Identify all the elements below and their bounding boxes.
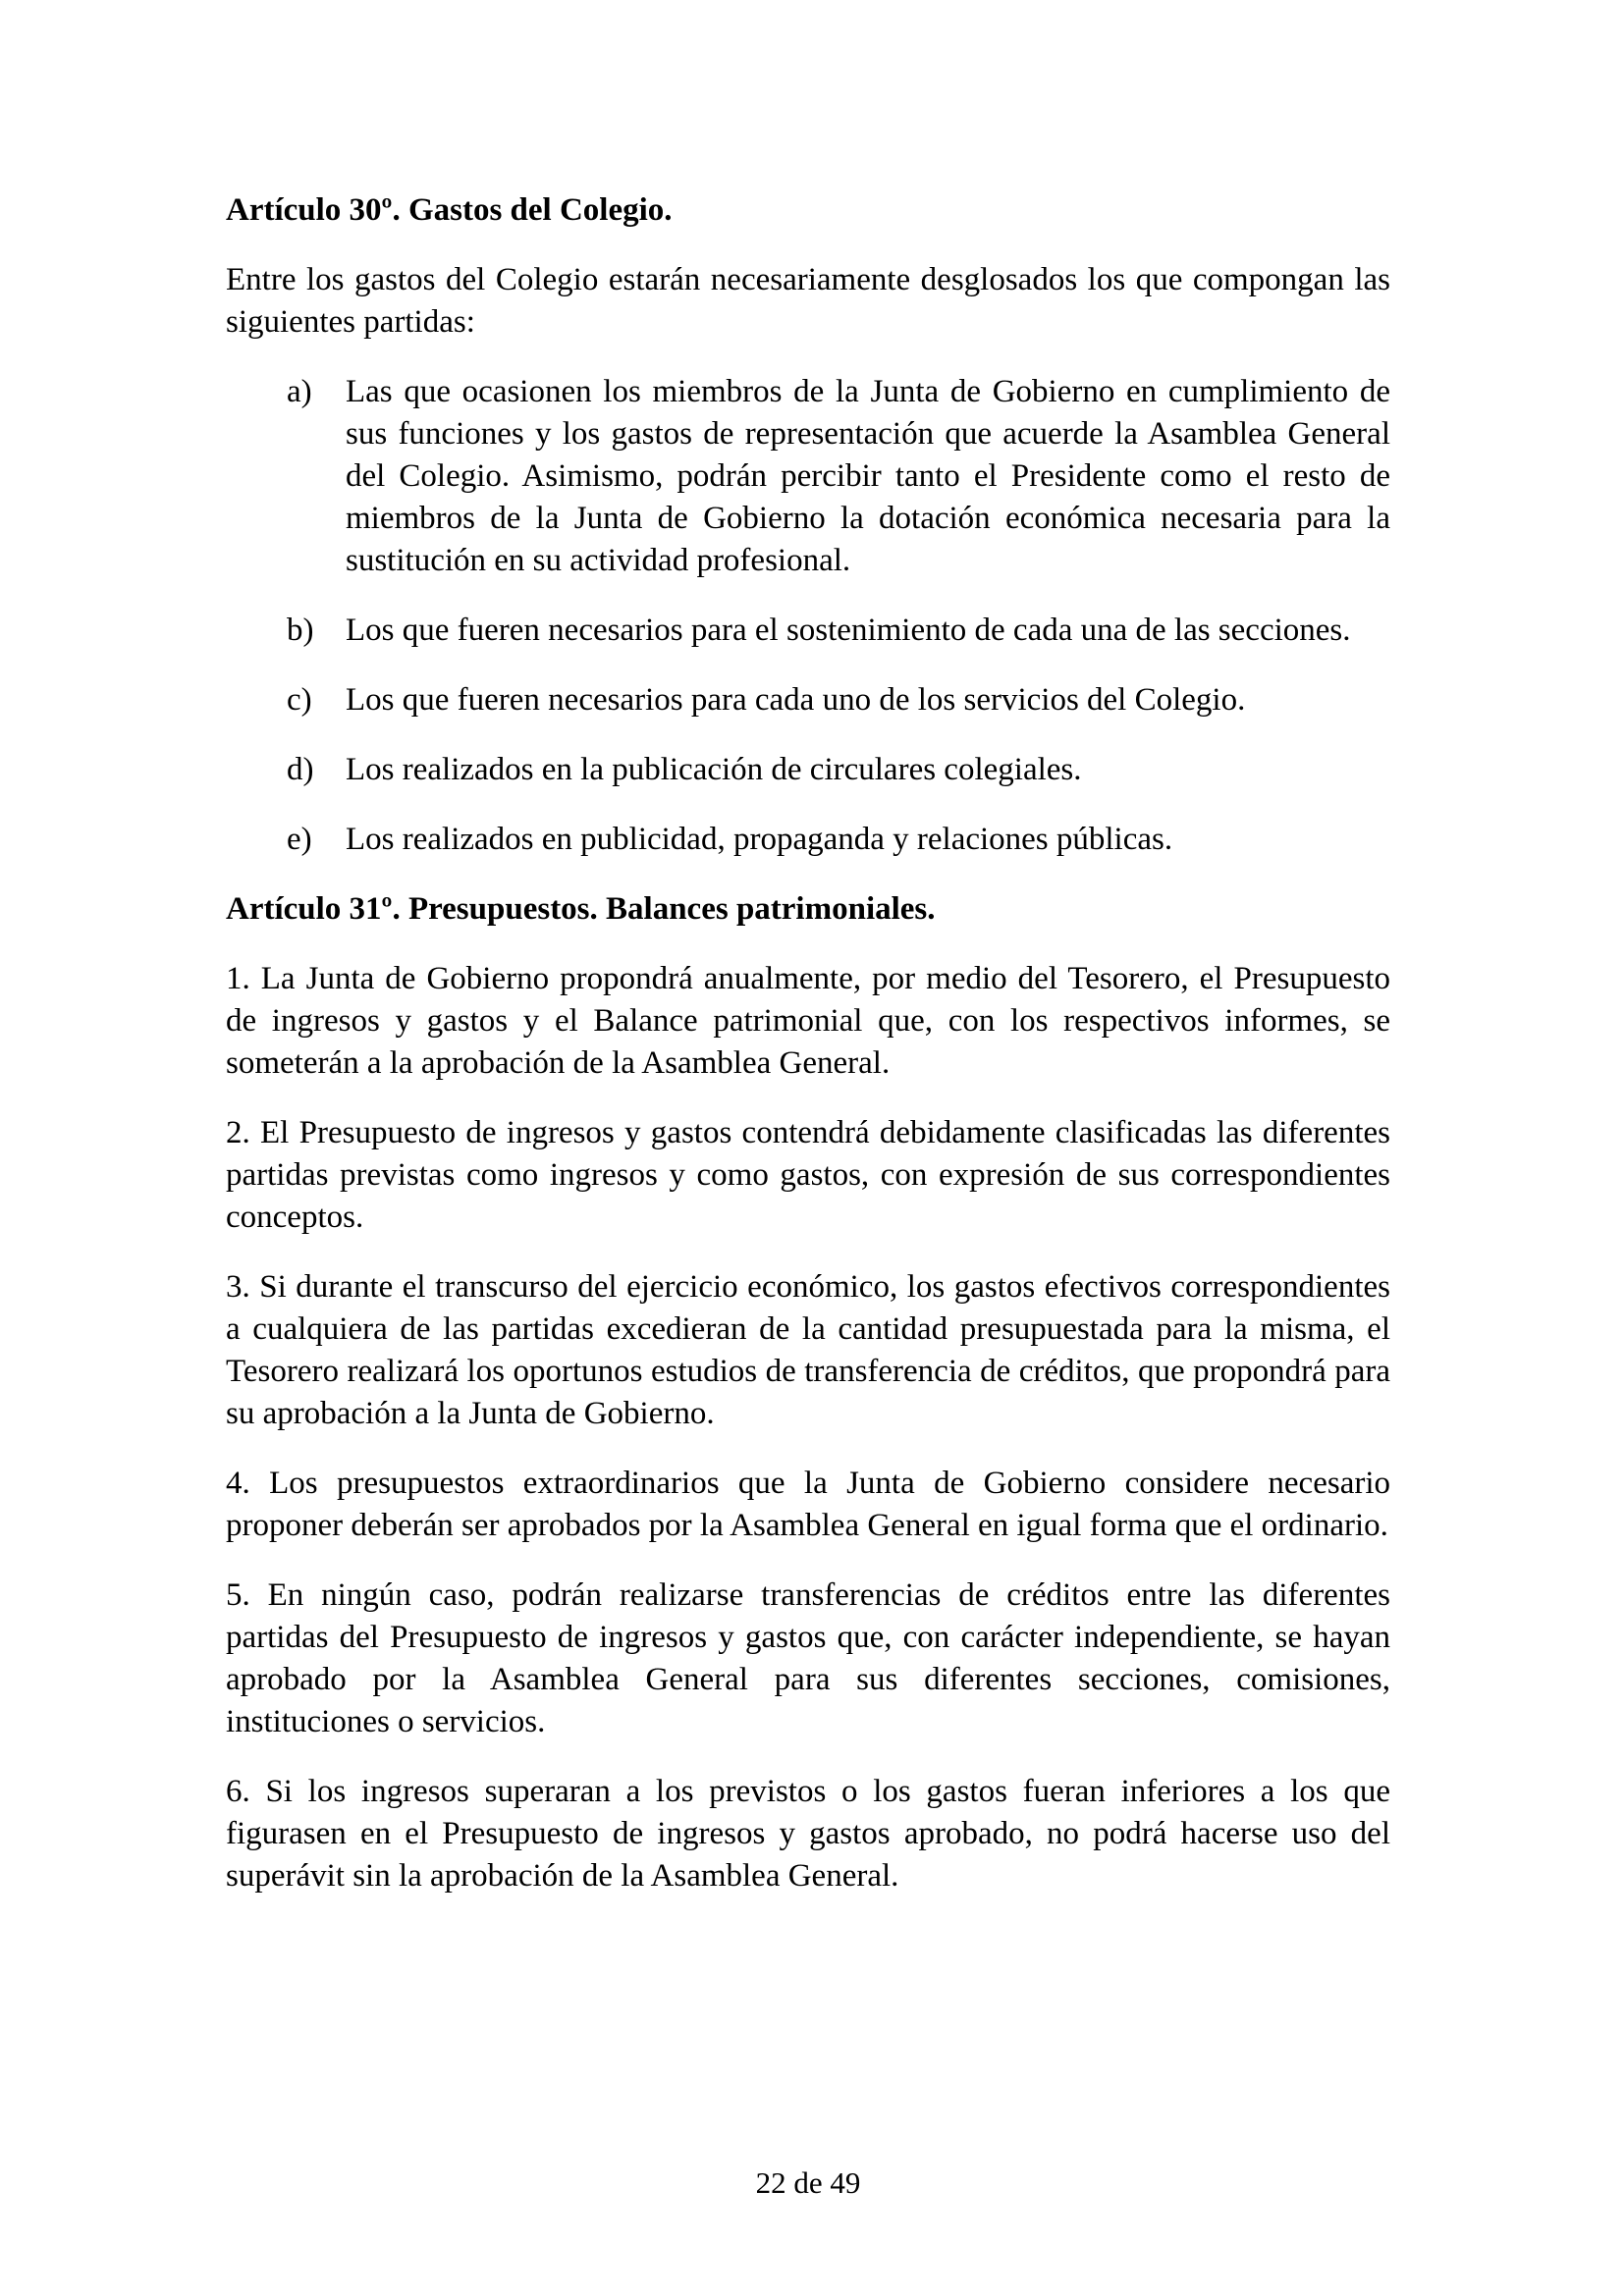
article-31-paragraph-1: 1. La Junta de Gobierno propondrá anualmente, por medio del Tesorero, el Presupuesto de ingresos y gastos y el Balance patrimonial que, con los respectivos informes, se someterán a la aprobación de la Asamblea General.	[226, 961, 1390, 1081]
list-marker-d: d)	[287, 752, 314, 787]
article-31-paragraph-3: 3. Si durante el transcurso del ejercicio económico, los gastos efectivos correspondientes a cualquiera de las partidas excedieran de la cantidad presupuestada para la misma, el Tesorero realizará los oportunos estudios de transferencia de créditos, que propondrá para su aprobación a la Junta de Gobierno.	[226, 1269, 1390, 1431]
list-text-a: Las que ocasionen los miembros de la Junta de Gobierno en cumplimiento de sus funciones y los gastos de representación que acuerde la Asamblea General del Colegio. Asimismo, podrán percibir tanto el Presidente como el resto de miembros de la Junta de Gobierno la dotación económica necesaria para la sustitución en su actividad profesional.	[346, 374, 1390, 578]
list-item-c	[226, 679, 1390, 721]
list-text-c: Los que fueren necesarios para cada uno de los servicios del Colegio.	[346, 682, 1246, 718]
list-marker-e: e)	[287, 822, 312, 857]
list-item-a	[226, 371, 1390, 582]
list-marker-b: b)	[287, 613, 314, 648]
article-31-heading: Artículo 31º. Presupuestos. Balances patrimoniales.	[226, 891, 936, 927]
article-30-heading: Artículo 30º. Gastos del Colegio.	[226, 192, 673, 228]
article-31-paragraph-2: 2. El Presupuesto de ingresos y gastos contendrá debidamente clasificadas las diferentes partidas previstas como ingresos y como gastos, con expresión de sus correspondientes conceptos.	[226, 1115, 1390, 1235]
article-31-paragraph-6: 6. Si los ingresos superaran a los previstos o los gastos fueran inferiores a los que figurasen en el Presupuesto de ingresos y gastos aprobado, no podrá hacerse uso del superávit sin la aprobación de la Asamblea General.	[226, 1774, 1390, 1894]
list-text-b: Los que fueren necesarios para el sostenimiento de cada una de las secciones.	[346, 613, 1351, 648]
article-31-paragraph-4: 4. Los presupuestos extraordinarios que la Junta de Gobierno considere necesario proponer deberán ser aprobados por la Asamblea General en igual forma que el ordinario.	[226, 1466, 1390, 1543]
footer-page-number: 22 de 49	[755, 2165, 861, 2200]
list-text-e: Los realizados en publicidad, propaganda y relaciones públicas.	[346, 822, 1173, 857]
text-column	[226, 189, 1390, 1925]
article-31-paragraph-5: 5. En ningún caso, podrán realizarse transferencias de créditos entre las diferentes partidas del Presupuesto de ingresos y gastos que, con carácter independiente, se hayan aprobado por la Asamblea General para sus diferentes secciones, comisiones, instituciones o servicios.	[226, 1577, 1390, 1739]
list-item-d	[226, 749, 1390, 791]
list-text-d: Los realizados en la publicación de circulares colegiales.	[346, 752, 1082, 787]
list-item-e	[226, 819, 1390, 861]
list-item-b	[226, 610, 1390, 652]
list-marker-c: c)	[287, 682, 312, 718]
list-marker-a: a)	[287, 374, 312, 409]
article-30-intro: Entre los gastos del Colegio estarán necesariamente desglosados los que compongan las siguientes partidas:	[226, 262, 1390, 340]
